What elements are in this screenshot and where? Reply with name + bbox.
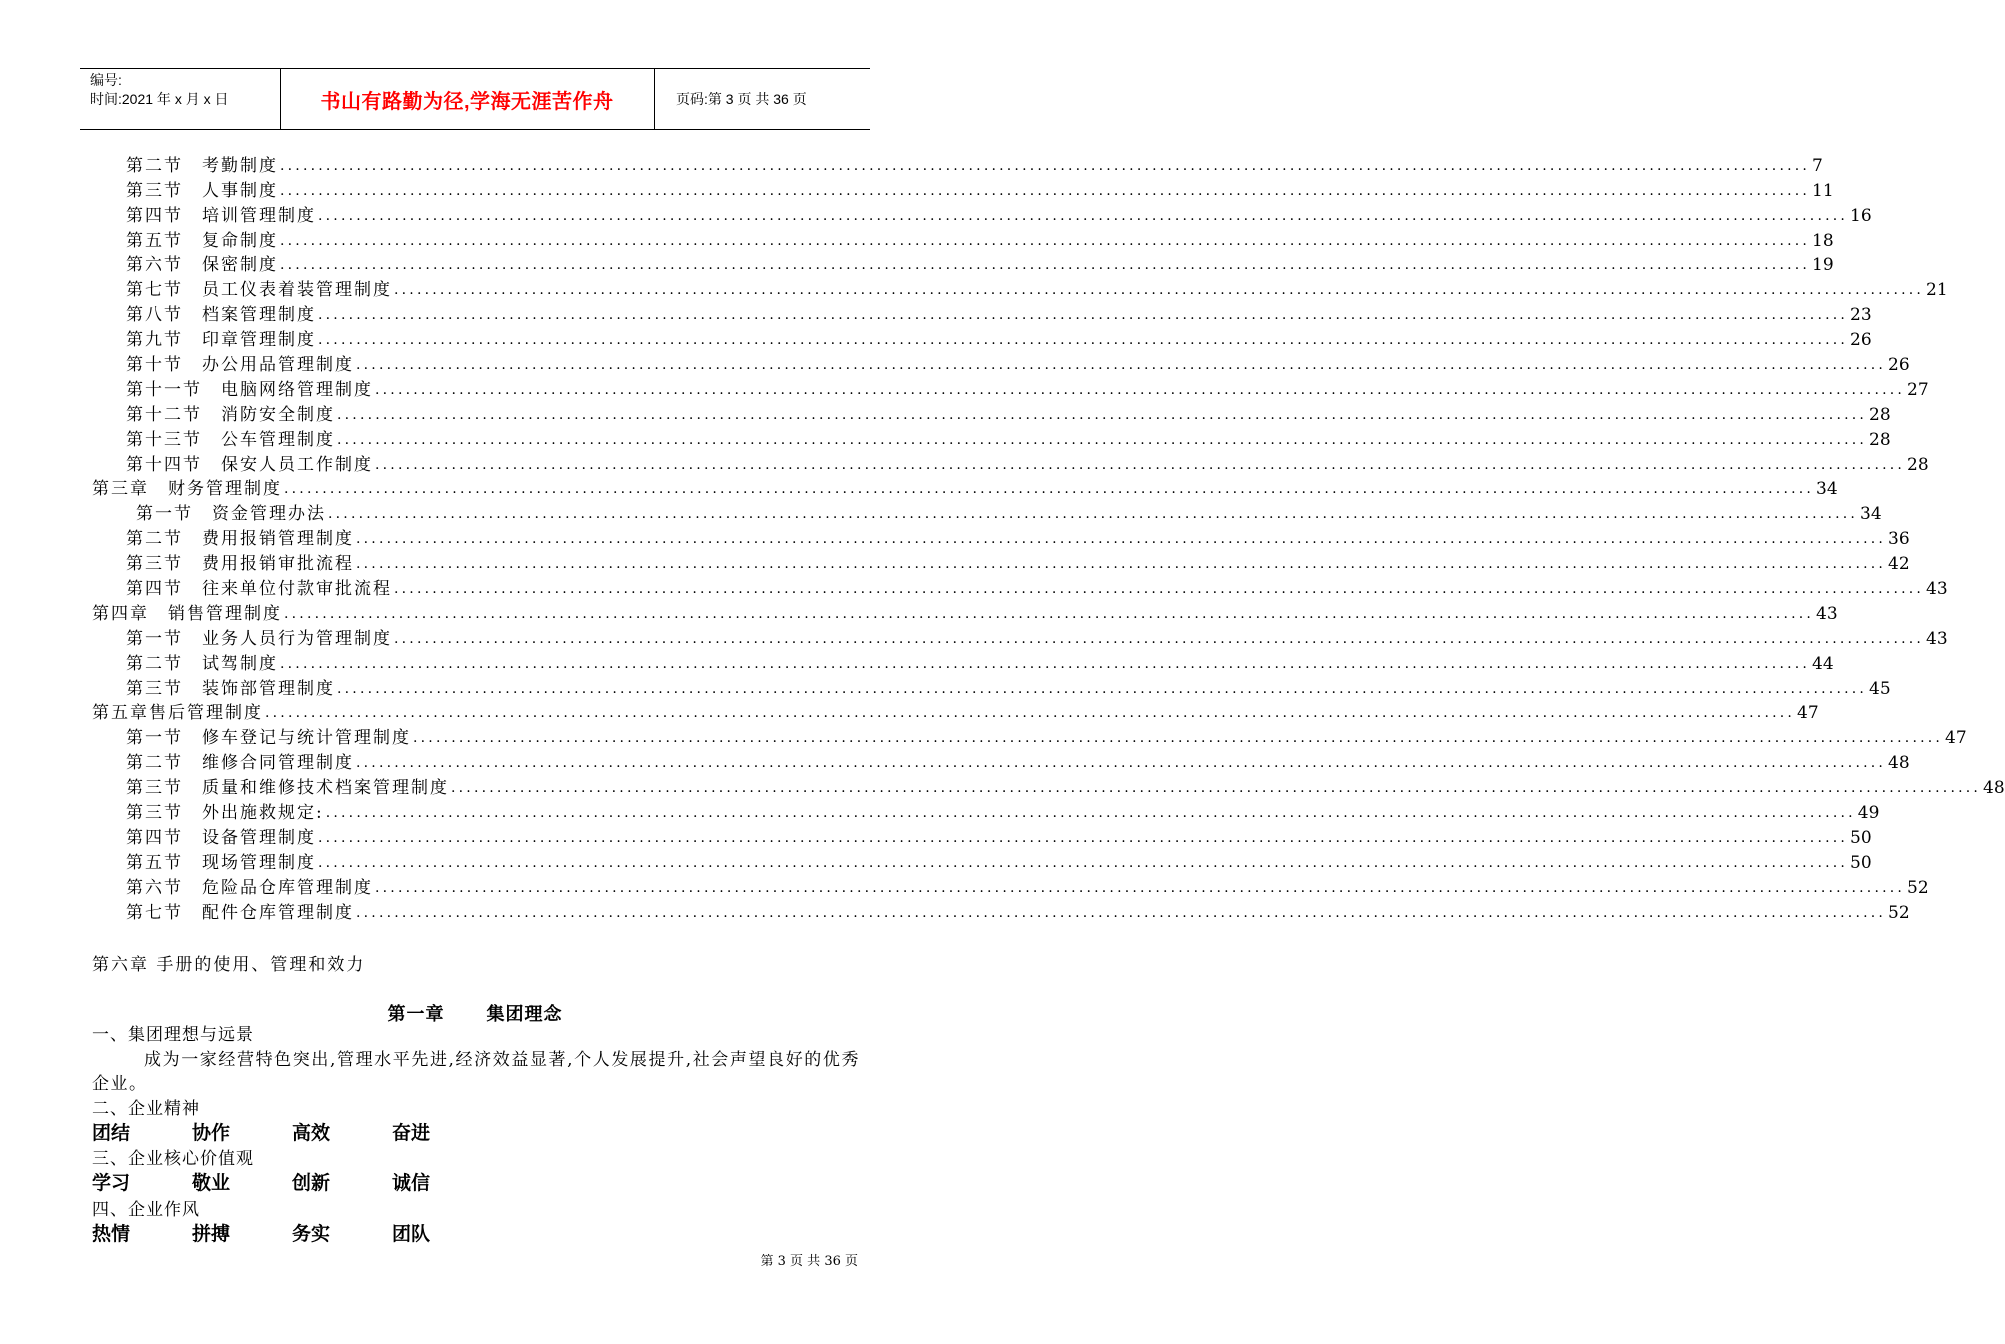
toc-entry-label: 第八节 档案管理制度 xyxy=(126,305,316,326)
value-item: 学习 xyxy=(92,1173,131,1195)
toc-entry-page: 19 xyxy=(1812,255,1834,276)
toc-entry[interactable] xyxy=(92,625,1948,650)
toc-leader-dots: ........................................................................................................................................................................................................ xyxy=(328,506,1859,523)
toc-entry-label: 第二节 费用报销管理制度 xyxy=(126,529,354,550)
toc-entry-page: 34 xyxy=(1860,504,1882,525)
toc-entry[interactable] xyxy=(92,227,1834,252)
toc-entry-page: 28 xyxy=(1869,404,1891,425)
value-item: 团结 xyxy=(92,1122,131,1144)
toc-entry-page: 48 xyxy=(1888,753,1910,774)
toc-entry-page: 18 xyxy=(1812,230,1834,251)
toc-leader-dots: ........................................................................................................................................................................................................ xyxy=(375,381,1906,398)
toc-entry[interactable] xyxy=(92,724,1967,749)
toc-entry[interactable] xyxy=(92,500,1882,525)
toc-leader-dots: ........................................................................................................................................................................................................ xyxy=(280,655,1811,672)
toc-entry[interactable] xyxy=(92,426,1891,451)
toc-entry-page: 27 xyxy=(1907,379,1929,400)
section-heading: 四、企业作风 xyxy=(92,1199,200,1220)
value-item: 敬业 xyxy=(192,1173,231,1195)
toc-entry-label: 第五节 复命制度 xyxy=(126,230,278,251)
toc-entry[interactable] xyxy=(92,276,1948,301)
value-item: 务实 xyxy=(292,1223,331,1245)
toc-entry[interactable] xyxy=(92,749,1910,774)
toc-entry-page: 36 xyxy=(1888,529,1910,550)
section-heading: 三、企业核心价值观 xyxy=(92,1149,254,1169)
value-item: 团队 xyxy=(392,1223,431,1245)
toc-entry-page: 26 xyxy=(1850,330,1872,351)
toc-entry-page: 23 xyxy=(1850,305,1872,326)
toc-entry-label: 第九节 印章管理制度 xyxy=(126,330,316,351)
document-date-label: 时间:2021 年 x 月 x 日 xyxy=(90,91,229,107)
header-meta xyxy=(90,71,228,109)
toc-leader-dots: ........................................................................................................................................................................................................ xyxy=(413,730,1944,747)
toc-entry-page: 47 xyxy=(1945,728,1967,749)
toc-entry-label: 第三节 装饰部管理制度 xyxy=(126,678,335,699)
toc-leader-dots: ........................................................................................................................................................................................................ xyxy=(337,406,1868,423)
toc-entry[interactable] xyxy=(92,525,1910,550)
header-page-number: 页码:第 3 页 共 36 页 xyxy=(676,91,807,107)
toc-leader-dots: ........................................................................................................................................................................................................ xyxy=(394,630,1925,647)
toc-entry-page: 16 xyxy=(1850,205,1872,226)
toc-entry-page: 34 xyxy=(1816,479,1838,500)
toc-entry-page: 28 xyxy=(1869,429,1891,450)
toc-leader-dots: ........................................................................................................................................................................................................ xyxy=(394,581,1925,598)
toc-entry-page: 48 xyxy=(1983,778,2005,799)
toc-entry-label: 第十三节 公车管理制度 xyxy=(126,429,335,450)
toc-entry-label: 第五章售后管理制度 xyxy=(92,703,263,724)
toc-leader-dots: ........................................................................................................................................................................................................ xyxy=(356,357,1887,374)
toc-entry-page: 50 xyxy=(1850,827,1872,848)
value-item: 热情 xyxy=(92,1223,131,1245)
toc-entry-label: 第三节 质量和维修技术档案管理制度 xyxy=(126,778,449,799)
toc-entry-page: 43 xyxy=(1926,579,1948,600)
toc-entry[interactable] xyxy=(92,451,1929,476)
toc-entry[interactable] xyxy=(92,799,1880,824)
toc-entry-page: 50 xyxy=(1850,852,1872,873)
toc-entry-label: 第十一节 电脑网络管理制度 xyxy=(126,379,373,400)
toc-entry-label: 第七节 员工仪表着装管理制度 xyxy=(126,280,392,301)
toc-leader-dots: ........................................................................................................................................................................................................ xyxy=(394,282,1925,299)
toc-leader-dots: ........................................................................................................................................................................................................ xyxy=(284,605,1815,622)
toc-entry[interactable] xyxy=(92,675,1891,700)
chapter-number: 第一章 xyxy=(387,1004,445,1024)
section-paragraph: 成为一家经营特色突出,管理水平先进,经济效益显著,个人发展提升,社会声望良好的优秀企业。 xyxy=(92,1049,860,1094)
toc-entry-page: 28 xyxy=(1907,454,1929,475)
toc-entry-page: 52 xyxy=(1907,877,1929,898)
toc-entry[interactable] xyxy=(92,575,1948,600)
toc-entry-label: 第一节 业务人员行为管理制度 xyxy=(126,628,392,649)
toc-entry-label: 第四节 往来单位付款审批流程 xyxy=(126,579,392,600)
toc-entry-label: 第四节 培训管理制度 xyxy=(126,205,316,226)
value-item: 高效 xyxy=(292,1122,331,1144)
toc-entry-label: 第十节 办公用品管理制度 xyxy=(126,355,354,376)
toc-leader-dots: ........................................................................................................................................................................................................ xyxy=(356,531,1887,548)
toc-entry[interactable] xyxy=(92,600,1838,625)
toc-entry-page: 21 xyxy=(1926,280,1948,301)
toc-leader-dots: ........................................................................................................................................................................................................ xyxy=(280,257,1811,274)
toc-entry-page: 44 xyxy=(1812,653,1834,674)
toc-entry-label: 第一节 修车登记与统计管理制度 xyxy=(126,728,411,749)
toc-entry-page: 43 xyxy=(1816,603,1838,624)
toc-entry[interactable] xyxy=(92,152,1823,177)
toc-entry[interactable] xyxy=(92,376,1929,401)
value-list xyxy=(92,1222,860,1248)
toc-entry-label: 第三节 费用报销审批流程 xyxy=(126,554,354,575)
toc-entry-page: 7 xyxy=(1812,155,1823,176)
toc-entry-page: 43 xyxy=(1926,628,1948,649)
toc-entry-label: 第六节 保密制度 xyxy=(126,255,278,276)
toc-leader-dots: ........................................................................................................................................................................................................ xyxy=(337,431,1868,448)
toc-entry[interactable] xyxy=(92,824,1872,849)
header-motto: 书山有路勤为径,学海无涯苦作舟 xyxy=(320,90,614,113)
chapter-body xyxy=(92,1023,860,1248)
toc-entry-label: 第十四节 保安人员工作制度 xyxy=(126,454,373,475)
value-item: 协作 xyxy=(192,1122,231,1144)
toc-entry[interactable] xyxy=(92,351,1910,376)
toc-entry-label: 第七节 配件仓库管理制度 xyxy=(126,902,354,923)
page-header xyxy=(80,68,870,130)
toc-entry[interactable] xyxy=(92,550,1910,575)
toc-leader-dots: ........................................................................................................................................................................................................ xyxy=(325,805,1856,822)
toc-entry-page: 11 xyxy=(1812,180,1834,201)
section-heading: 二、企业精神 xyxy=(92,1098,200,1119)
value-list xyxy=(92,1121,860,1147)
toc-leader-dots: ........................................................................................................................................................................................................ xyxy=(318,207,1849,224)
toc-entry-page: 47 xyxy=(1797,703,1819,724)
toc-leader-dots: ........................................................................................................................................................................................................ xyxy=(356,755,1887,772)
toc-entry[interactable] xyxy=(92,849,1872,874)
toc-leader-dots: ........................................................................................................................................................................................................ xyxy=(284,481,1815,498)
toc-entry-label: 第五节 现场管理制度 xyxy=(126,852,316,873)
toc-entry-page: 52 xyxy=(1888,902,1910,923)
toc-leader-dots: ........................................................................................................................................................................................................ xyxy=(280,182,1811,199)
toc-leader-dots: ........................................................................................................................................................................................................ xyxy=(356,556,1887,573)
toc-entry[interactable] xyxy=(92,476,1838,501)
toc-entry-page: 42 xyxy=(1888,554,1910,575)
toc-entry-page: 45 xyxy=(1869,678,1891,699)
table-of-contents xyxy=(92,152,2005,924)
toc-leader-dots: ........................................................................................................................................................................................................ xyxy=(318,854,1849,871)
toc-entry[interactable] xyxy=(92,700,1819,725)
toc-entry-label: 第二节 试驾制度 xyxy=(126,653,278,674)
toc-entry-label: 第二节 维修合同管理制度 xyxy=(126,753,354,774)
toc-entry-label: 第一节 资金管理办法 xyxy=(136,504,326,525)
toc-entry-label: 第三节 人事制度 xyxy=(126,180,278,201)
toc-entry[interactable] xyxy=(92,252,1834,277)
toc-entry[interactable] xyxy=(92,650,1834,675)
toc-leader-dots: ........................................................................................................................................................................................................ xyxy=(337,680,1868,697)
toc-leader-dots: ........................................................................................................................................................................................................ xyxy=(356,904,1887,921)
chapter-name: 集团理念 xyxy=(486,1004,563,1024)
toc-entry[interactable] xyxy=(92,774,2005,799)
value-item: 拼搏 xyxy=(192,1223,231,1245)
toc-entry[interactable] xyxy=(92,401,1891,426)
toc-chapter6-entry: 第六章 手册的使用、管理和效力 xyxy=(92,955,366,975)
toc-entry[interactable] xyxy=(92,177,1834,202)
value-list xyxy=(92,1172,860,1198)
toc-leader-dots: ........................................................................................................................................................................................................ xyxy=(265,705,1796,722)
page-footer: 第 3 页 共 36 页 xyxy=(760,1254,858,1269)
toc-entry-page: 49 xyxy=(1857,803,1880,824)
toc-leader-dots: ........................................................................................................................................................................................................ xyxy=(375,879,1906,896)
header-divider xyxy=(654,69,655,129)
document-number-label: 编号: xyxy=(90,72,122,88)
toc-entry-label: 第二节 考勤制度 xyxy=(126,155,278,176)
toc-entry-page: 26 xyxy=(1888,355,1910,376)
toc-entry-label: 第四章 销售管理制度 xyxy=(92,603,282,624)
toc-leader-dots: ........................................................................................................................................................................................................ xyxy=(375,456,1906,473)
toc-leader-dots: ........................................................................................................................................................................................................ xyxy=(318,307,1849,324)
section-heading: 一、集团理想与远景 xyxy=(92,1025,254,1045)
toc-leader-dots: ........................................................................................................................................................................................................ xyxy=(280,157,1811,174)
toc-entry[interactable] xyxy=(92,326,1872,351)
value-item: 诚信 xyxy=(392,1173,431,1195)
toc-entry-label: 第十二节 消防安全制度 xyxy=(126,404,335,425)
toc-leader-dots: ........................................................................................................................................................................................................ xyxy=(280,232,1811,249)
toc-leader-dots: ........................................................................................................................................................................................................ xyxy=(451,780,1982,797)
toc-entry[interactable] xyxy=(92,202,1872,227)
toc-entry-label: 第六节 危险品仓库管理制度 xyxy=(126,877,373,898)
value-item: 创新 xyxy=(292,1173,331,1195)
toc-entry[interactable] xyxy=(92,899,1910,924)
toc-entry-label: 第四节 设备管理制度 xyxy=(126,827,316,848)
toc-entry-label: 第三章 财务管理制度 xyxy=(92,479,282,500)
toc-entry[interactable] xyxy=(92,301,1872,326)
toc-entry[interactable] xyxy=(92,874,1929,899)
toc-leader-dots: ........................................................................................................................................................................................................ xyxy=(318,829,1849,846)
toc-leader-dots: ........................................................................................................................................................................................................ xyxy=(318,332,1849,349)
toc-entry-label: 第三节 外出施救规定: xyxy=(126,803,324,824)
value-item: 奋进 xyxy=(392,1122,431,1144)
